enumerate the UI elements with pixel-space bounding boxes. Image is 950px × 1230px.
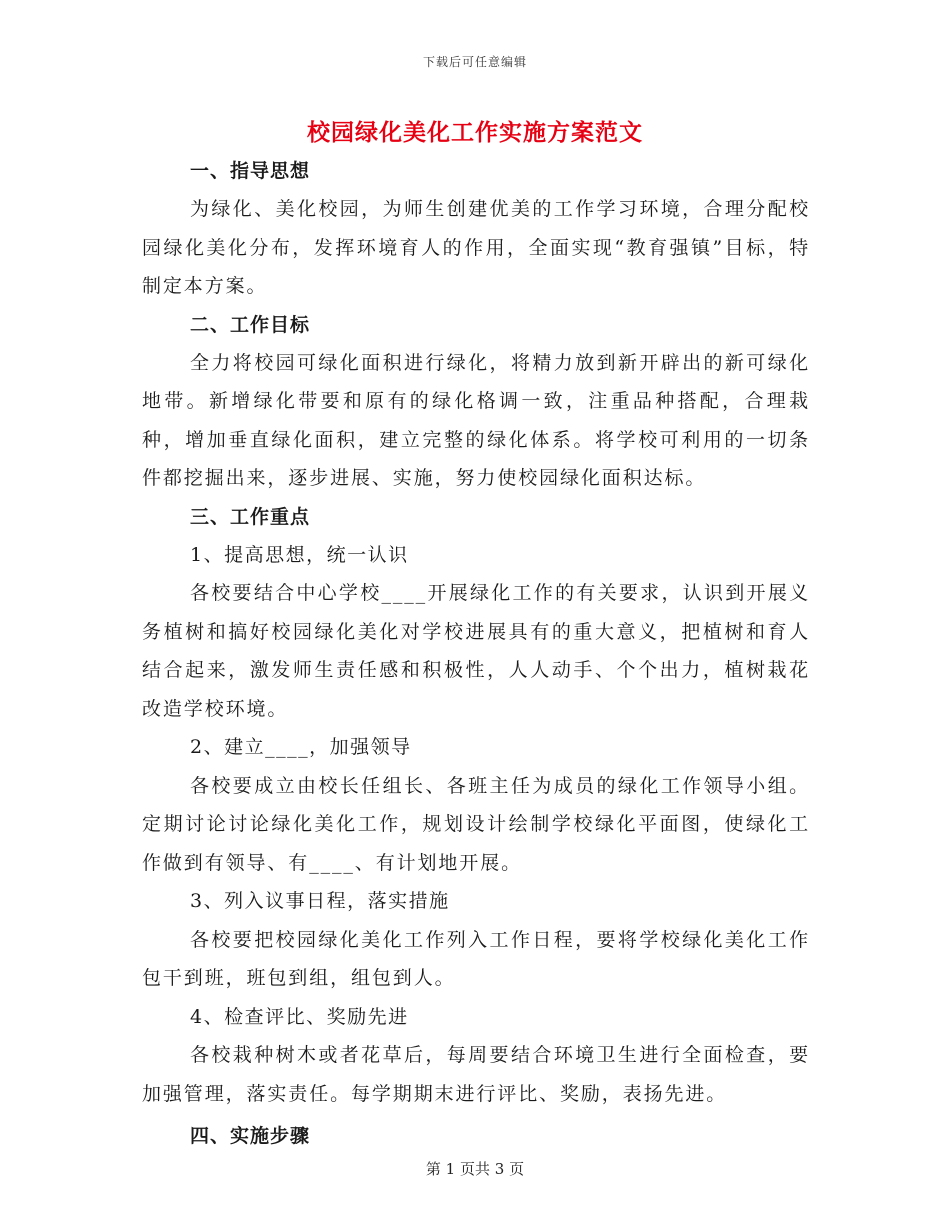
focus-item-2-paragraph: 各校要成立由校长任组长、各班主任为成员的绿化工作领导小组。定期讨论讨论绿化美化工作，规划设计绘制学校绿化平面图，使绿化工作做到有领导、有____、有计划地开展。 [142, 774, 810, 874]
page-footer: 第 1 页共 3 页 [425, 1160, 525, 1178]
section-heading-guiding-ideology: 一、指导思想 [190, 160, 311, 182]
document-title: 校园绿化美化工作实施方案范文 [307, 119, 643, 146]
focus-item-4-paragraph: 各校栽种树木或者花草后，每周要结合环境卫生进行全面检查，要加强管理，落实责任。每学期期末进行评比、奖励，表扬先进。 [142, 1044, 810, 1105]
focus-item-1-paragraph: 各校要结合中心学校____开展绿化工作的有关要求，认识到开展义务植树和搞好校园绿化美化对学校进展具有的重大意义，把植树和育人结合起来，激发师生责任感和积极性，人人动手、个个出力，植树栽花改造学校环境。 [142, 582, 810, 720]
section-heading-work-focus: 三、工作重点 [190, 505, 311, 528]
section-heading-work-goals: 二、工作目标 [190, 313, 311, 336]
section-paragraph-work-goals: 全力将校园可绿化面积进行绿化，将精力放到新开辟出的新可绿化地带。新增绿化带要和原有的绿化格调一致，注重品种搭配，合理栽种，增加垂直绿化面积，建立完整的绿化体系。将学校可利用的一切条件都挖掘出来，逐步进展、实施，努力使校园绿化面积达标。 [142, 351, 810, 489]
section-paragraph-guiding-ideology: 为绿化、美化校园，为师生创建优美的工作学习环境，合理分配校园绿化美化分布，发挥环境育人的作用，全面实现“教育强镇”目标，特制定本方案。 [142, 198, 810, 297]
focus-item-1-title: 1、提高思想，统一认识 [190, 543, 409, 566]
focus-item-4-title: 4、检查评比、奖励先进 [190, 1005, 409, 1028]
focus-item-2-title: 2、建立____，加强领导 [190, 736, 412, 758]
section-heading-implementation-steps: 四、实施步骤 [190, 1125, 311, 1147]
focus-item-3-title: 3、列入议事日程，落实措施 [190, 890, 450, 912]
focus-item-3-paragraph: 各校要把校园绿化美化工作列入工作日程，要将学校绿化美化工作包干到班，班包到组，组包到人。 [142, 928, 810, 989]
header-note: 下载后可任意编辑 [422, 55, 527, 69]
document-body [142, 152, 810, 1155]
